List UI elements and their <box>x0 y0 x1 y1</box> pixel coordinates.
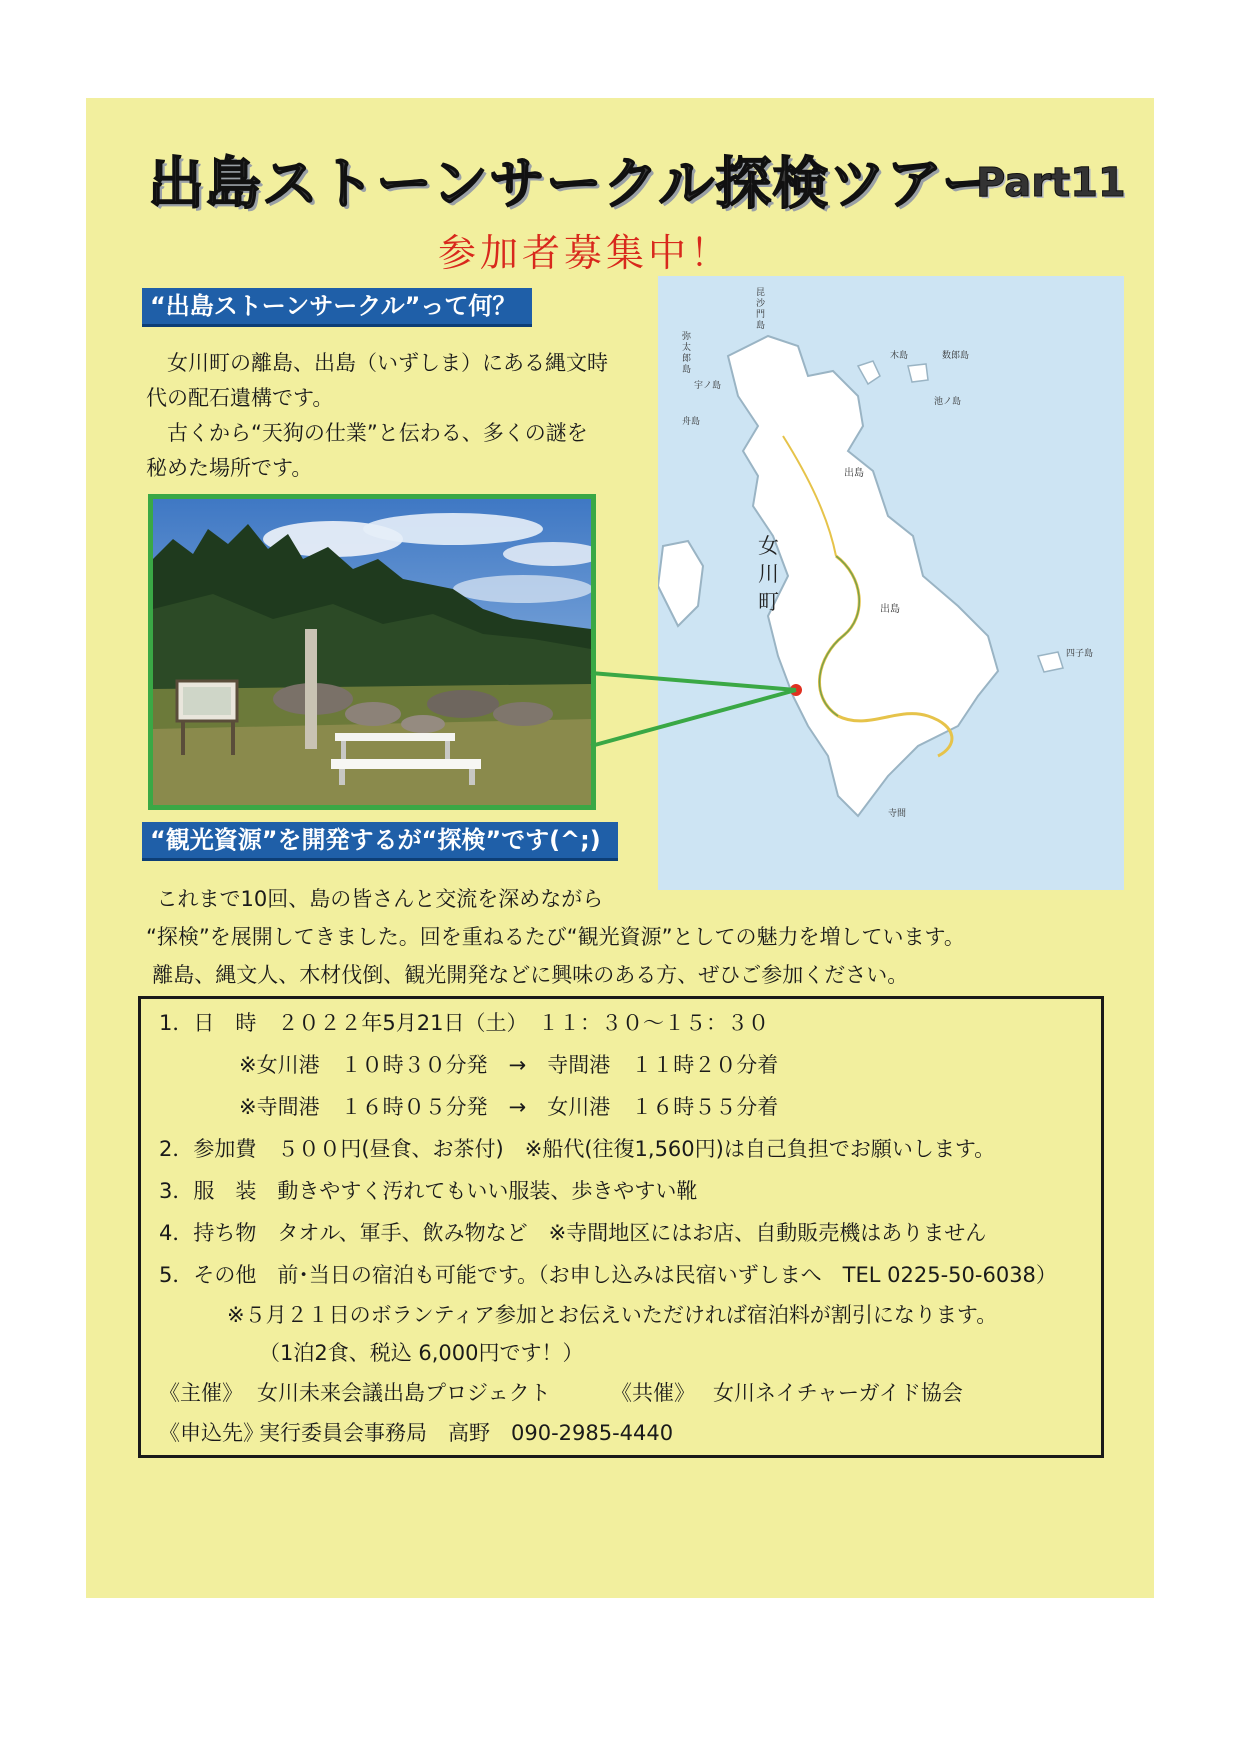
map-label-north-2: 弥太郎島 <box>682 332 692 375</box>
map-label-terama: 寺間 <box>888 809 907 819</box>
cohost-name: 女川ネイチャーガイド協会 <box>713 1381 963 1405</box>
event-details-box <box>138 996 1104 1458</box>
map-label-shishijima: 四子島 <box>1066 649 1094 659</box>
detail-items: 4．持ち物 タオル、軍手、飲み物など ※寺間地区にはお店、自動販売機はありません <box>159 1221 987 1245</box>
detail-ferry-out: ※女川港 １０時３０分発 → 寺間港 １１時２０分着 <box>239 1053 779 1077</box>
cohost-label: 《共催》 <box>611 1381 695 1405</box>
izushima-map-art <box>658 276 1124 890</box>
map-label-kijima: 木島 <box>890 351 909 361</box>
detail-volunteer-discount: ※５月２１日のボランティア参加とお伝えいただければ宿泊料が割引になります。 <box>227 1303 998 1327</box>
detail-dress: 3．服 装 動きやすく汚れてもいい服装、歩きやすい靴 <box>159 1179 698 1203</box>
intro-line: 代の配石遺構です。 <box>146 386 334 410</box>
map-label-east-1: 数郎島 <box>942 351 970 361</box>
map-label-town: 女川町 <box>758 534 779 614</box>
detail-date: 1．日 時 ２０２２年5月21日（土） １１：３０〜１５：３０ <box>159 1011 769 1035</box>
map-label-izushima-2: 出島 <box>880 604 900 615</box>
map-label-north-4: 舟島 <box>682 417 701 427</box>
recruit-banner: 参加者募集中！ <box>438 231 733 275</box>
intro-text <box>146 346 646 486</box>
description-line: 離島、縄文人、木材伐倒、観光開発などに興味のある方、ぜひご参加ください。 <box>152 963 909 987</box>
map-label-izushima: 出島 <box>844 468 864 479</box>
intro-line: 古くから“天狗の仕業”と伝わる、多くの謎を <box>167 421 588 445</box>
description-line: “探検”を展開してきました。回を重ねるたび“観光資源”としての魅力を増しています。 <box>146 925 965 949</box>
description-line: これまで10回、島の皆さんと交流を深めながら <box>156 887 604 911</box>
map-label-north-1: 昆沙門島 <box>756 288 766 331</box>
detail-lodging-price: （1泊2食、税込 6,000円です！） <box>259 1341 584 1365</box>
description-text <box>146 880 1106 994</box>
section-heading-tourism: “観光資源”を開発するが“探検”です(^;) <box>142 822 618 861</box>
organizer-name: 女川未来会議出島プロジェクト <box>257 1381 551 1405</box>
section-heading-what-is: “出島ストーンサークル”って何？ <box>142 288 532 327</box>
detail-other: 5．その他 前･当日の宿泊も可能です。（お申し込みは民宿いずしまへ TEL 0225-50-6038） <box>159 1263 1057 1287</box>
stone-circle-photo <box>148 494 596 810</box>
intro-line: 女川町の離島、出島（いずしま）にある縄文時 <box>167 351 608 375</box>
map-label-north-3: 宇ノ島 <box>694 381 722 391</box>
flyer-title-part: Part11 <box>976 160 1126 206</box>
flyer-title: 出島ストーンサークル探検ツアー <box>148 152 999 217</box>
detail-fee: 2．参加費 ５００円(昼食、お茶付) ※船代(往復1,560円)は自己負担でお願いします。 <box>159 1137 996 1161</box>
map-label-enoshima: 池ノ島 <box>934 397 962 407</box>
apply-contact: 実行委員会事務局 高野 090-2985-4440 <box>259 1421 674 1445</box>
detail-ferry-return: ※寺間港 １６時０５分発 → 女川港 １６時５５分着 <box>239 1095 779 1119</box>
izushima-map <box>658 276 1124 890</box>
apply-label: 《申込先》 <box>159 1421 264 1445</box>
organizer-label: 《主催》 <box>159 1381 243 1405</box>
intro-line: 秘めた場所です。 <box>146 456 313 480</box>
stone-circle-photo-art <box>153 499 591 805</box>
